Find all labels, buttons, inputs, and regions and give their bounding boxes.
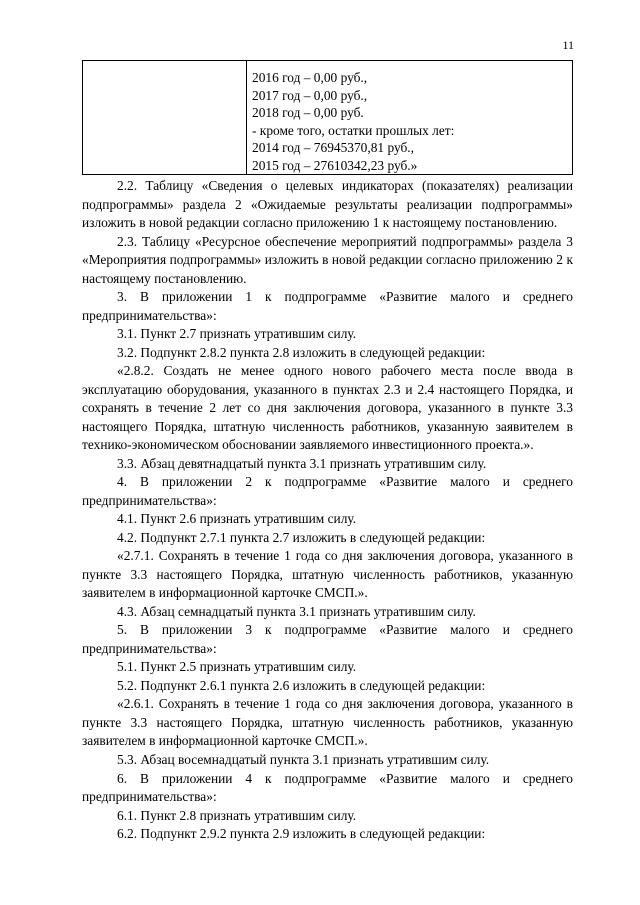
paragraph: 6.1. Пункт 2.8 признать утратившим силу.	[117, 807, 357, 823]
paragraph: 4.3. Абзац семнадцатый пункта 3.1 признать утратившим силу.	[117, 603, 476, 619]
document-body	[82, 177, 573, 844]
paragraph: 4.1. Пункт 2.6 признать утратившим силу.	[117, 511, 357, 527]
paragraph: 3.2. Подпункт 2.8.2 пункта 2.8 изложить в следующей редакции:	[117, 344, 486, 360]
paragraph: 3.3. Абзац девятнадцатый пункта 3.1 признать утратившим силу.	[117, 455, 487, 471]
funding-line: - кроме того, остатки прошлых лет:	[252, 122, 455, 138]
funding-line: 2016 год – 0,00 руб.,	[252, 70, 368, 85]
paragraph: «2.7.1. Сохранять в течение 1 года со дня заключения договора, указанного в пункте 3.3 настоящего Порядка, штатную численность работников, указанную заявителем в информационной карточке СМСП.».	[82, 548, 573, 601]
paragraph: 4.2. Подпункт 2.7.1 пункта 2.7 изложить в следующей редакции:	[117, 529, 486, 545]
paragraph: 6. В приложении 4 к подпрограмме «Развитие малого и среднего предпринимательства»:	[82, 770, 573, 805]
paragraph: 3.1. Пункт 2.7 признать утратившим силу.	[117, 326, 357, 342]
paragraph: 3. В приложении 1 к подпрограмме «Развитие малого и среднего предпринимательства»:	[82, 289, 573, 323]
table-row	[83, 61, 573, 175]
paragraph: 5. В приложении 3 к подпрограмме «Развитие малого и среднего предпринимательства»:	[82, 622, 573, 656]
page-number: 11	[562, 38, 574, 52]
paragraph: 2.2. Таблицу «Сведения о целевых индикаторах (показателях) реализации подпрограммы» раздела 2 «Ожидаемые результаты реализации подпрограммы» изложить в новой редакции согласно приложению 1 к настоящему постановлению.	[82, 178, 573, 231]
paragraph: 5.2. Подпункт 2.6.1 пункта 2.6 изложить в следующей редакции:	[117, 677, 486, 693]
paragraph: «2.6.1. Сохранять в течение 1 года со дня заключения договора, указанного в пункте 3.3 настоящего Порядка, штатную численность работников, указанную заявителем в информационной карточке СМСП.».	[82, 696, 573, 749]
paragraph: «2.8.2. Создать не менее одного нового рабочего места после ввода в эксплуатацию оборудования, указанного в пунктах 2.3 и 2.4 настоящего Порядка, и сохранять в течение 2 лет со дня заключения договора, указанного в пункте 3.3 настоящего Порядка, штатную численность работников, указанную заявителем в технико-экономическом обосновании заявляемого инвестиционного проекта.».	[82, 363, 573, 453]
funding-line: 2014 год – 76945370,81 руб.,	[252, 140, 414, 155]
paragraph: 4. В приложении 2 к подпрограмме «Развитие малого и среднего предпринимательства»:	[82, 474, 573, 508]
funding-table	[82, 60, 573, 175]
table-cell-empty	[83, 61, 247, 175]
funding-line: 2018 год – 0,00 руб.	[252, 105, 364, 120]
paragraph: 6.2. Подпункт 2.9.2 пункта 2.9 изложить в следующей редакции:	[117, 826, 486, 842]
paragraph: 5.1. Пункт 2.5 признать утратившим силу.	[117, 659, 357, 675]
paragraph: 2.3. Таблицу «Ресурсное обеспечение мероприятий подпрограммы» раздела 3 «Мероприятия подпрограммы» изложить в новой редакции согласно приложению 2 к настоящему постановлению.	[82, 233, 573, 286]
paragraph: 5.3. Абзац восемнадцатый пункта 3.1 признать утратившим силу.	[117, 751, 490, 767]
funding-line: 2015 год – 27610342,23 руб.»	[252, 157, 418, 173]
funding-line: 2017 год – 0,00 руб.,	[252, 87, 368, 103]
table-cell-funding	[247, 61, 573, 175]
